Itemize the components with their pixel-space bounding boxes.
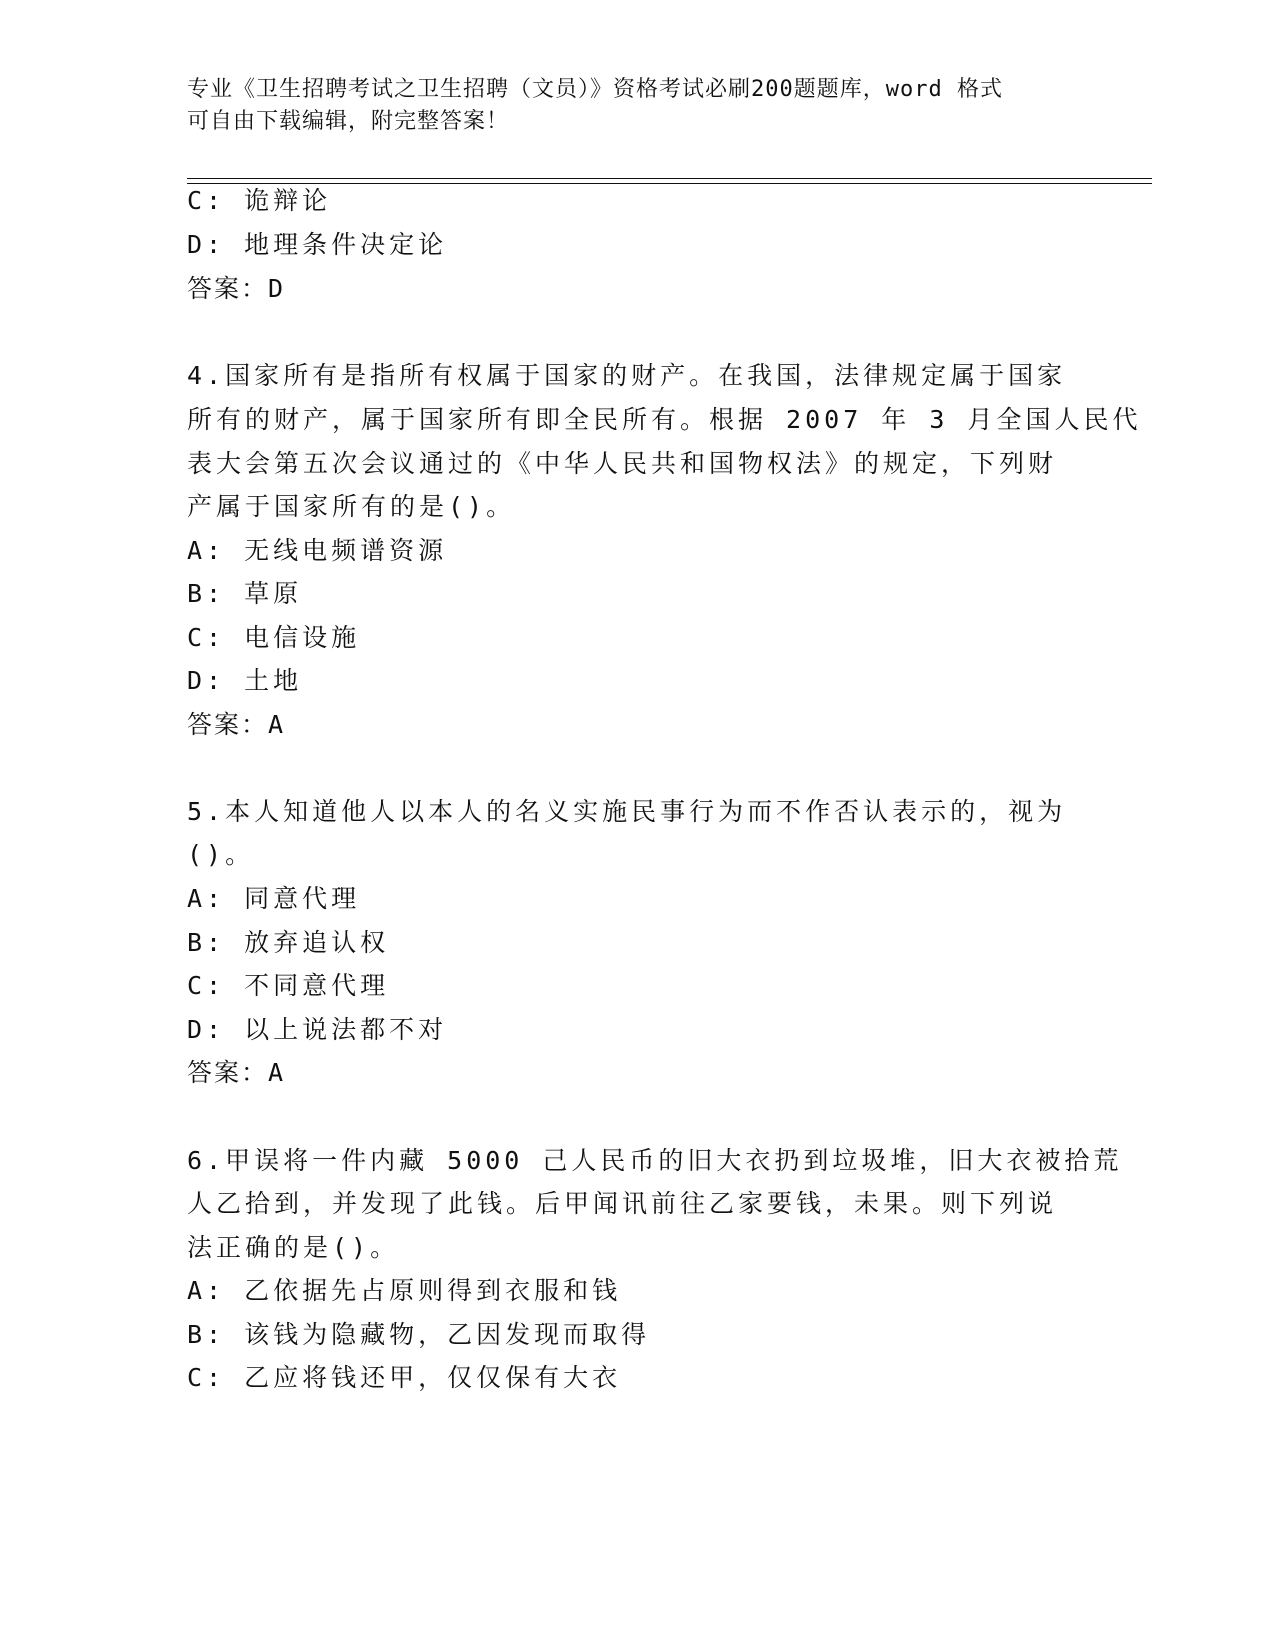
option-line: A: 无线电频谱资源 bbox=[187, 536, 448, 565]
option-line: D: 以上说法都不对 bbox=[187, 1015, 448, 1044]
question-line: 法正确的是()。 bbox=[187, 1233, 400, 1262]
answer-line: 答案：A bbox=[187, 1058, 286, 1087]
header-title-line1: 专业《卫生招聘考试之卫生招聘（文员）》资格考试必刷200题题库，word 格式 bbox=[187, 77, 1003, 102]
question-line: 5.本人知道他人以本人的名义实施民事行为而不作否认表示的，视为 bbox=[187, 797, 1067, 826]
answer-line: 答案：A bbox=[187, 710, 286, 739]
option-line: A: 同意代理 bbox=[187, 884, 361, 913]
header-divider-top bbox=[187, 178, 1152, 179]
option-line: D: 土地 bbox=[187, 666, 303, 695]
option-line: C: 乙应将钱还甲，仅仅保有大衣 bbox=[187, 1363, 622, 1392]
header-divider-bottom bbox=[187, 183, 1152, 184]
question-line: 产属于国家所有的是()。 bbox=[187, 492, 516, 521]
question-line: 6.甲误将一件内藏 5000 己人民币的旧大衣扔到垃圾堆，旧大衣被拾荒 bbox=[187, 1146, 1123, 1175]
answer-line: 答案：D bbox=[187, 274, 286, 303]
question-line: 表大会第五次会议通过的《中华人民共和国物权法》的规定，下列财 bbox=[187, 449, 1058, 478]
document-header bbox=[187, 74, 1067, 138]
option-line: C: 不同意代理 bbox=[187, 971, 390, 1000]
option-line: B: 放弃追认权 bbox=[187, 928, 390, 957]
option-line: C: 诡辩论 bbox=[187, 186, 332, 215]
option-line: D: 地理条件决定论 bbox=[187, 230, 448, 259]
option-line: A: 乙依据先占原则得到衣服和钱 bbox=[187, 1276, 622, 1305]
option-line: B: 草原 bbox=[187, 579, 303, 608]
header-title-line2: 可自由下载编辑，附完整答案！ bbox=[187, 109, 510, 134]
question-line: 4.国家所有是指所有权属于国家的财产。在我国，法律规定属于国家 bbox=[187, 361, 1067, 390]
option-line: B: 该钱为隐藏物，乙因发现而取得 bbox=[187, 1320, 651, 1349]
question-line: ()。 bbox=[187, 840, 255, 869]
question-line: 人乙拾到，并发现了此钱。后甲闻讯前往乙家要钱，未果。则下列说 bbox=[187, 1189, 1058, 1218]
option-line: C: 电信设施 bbox=[187, 623, 361, 652]
question-line: 所有的财产，属于国家所有即全民所有。根据 2007 年 3 月全国人民代 bbox=[187, 405, 1142, 434]
